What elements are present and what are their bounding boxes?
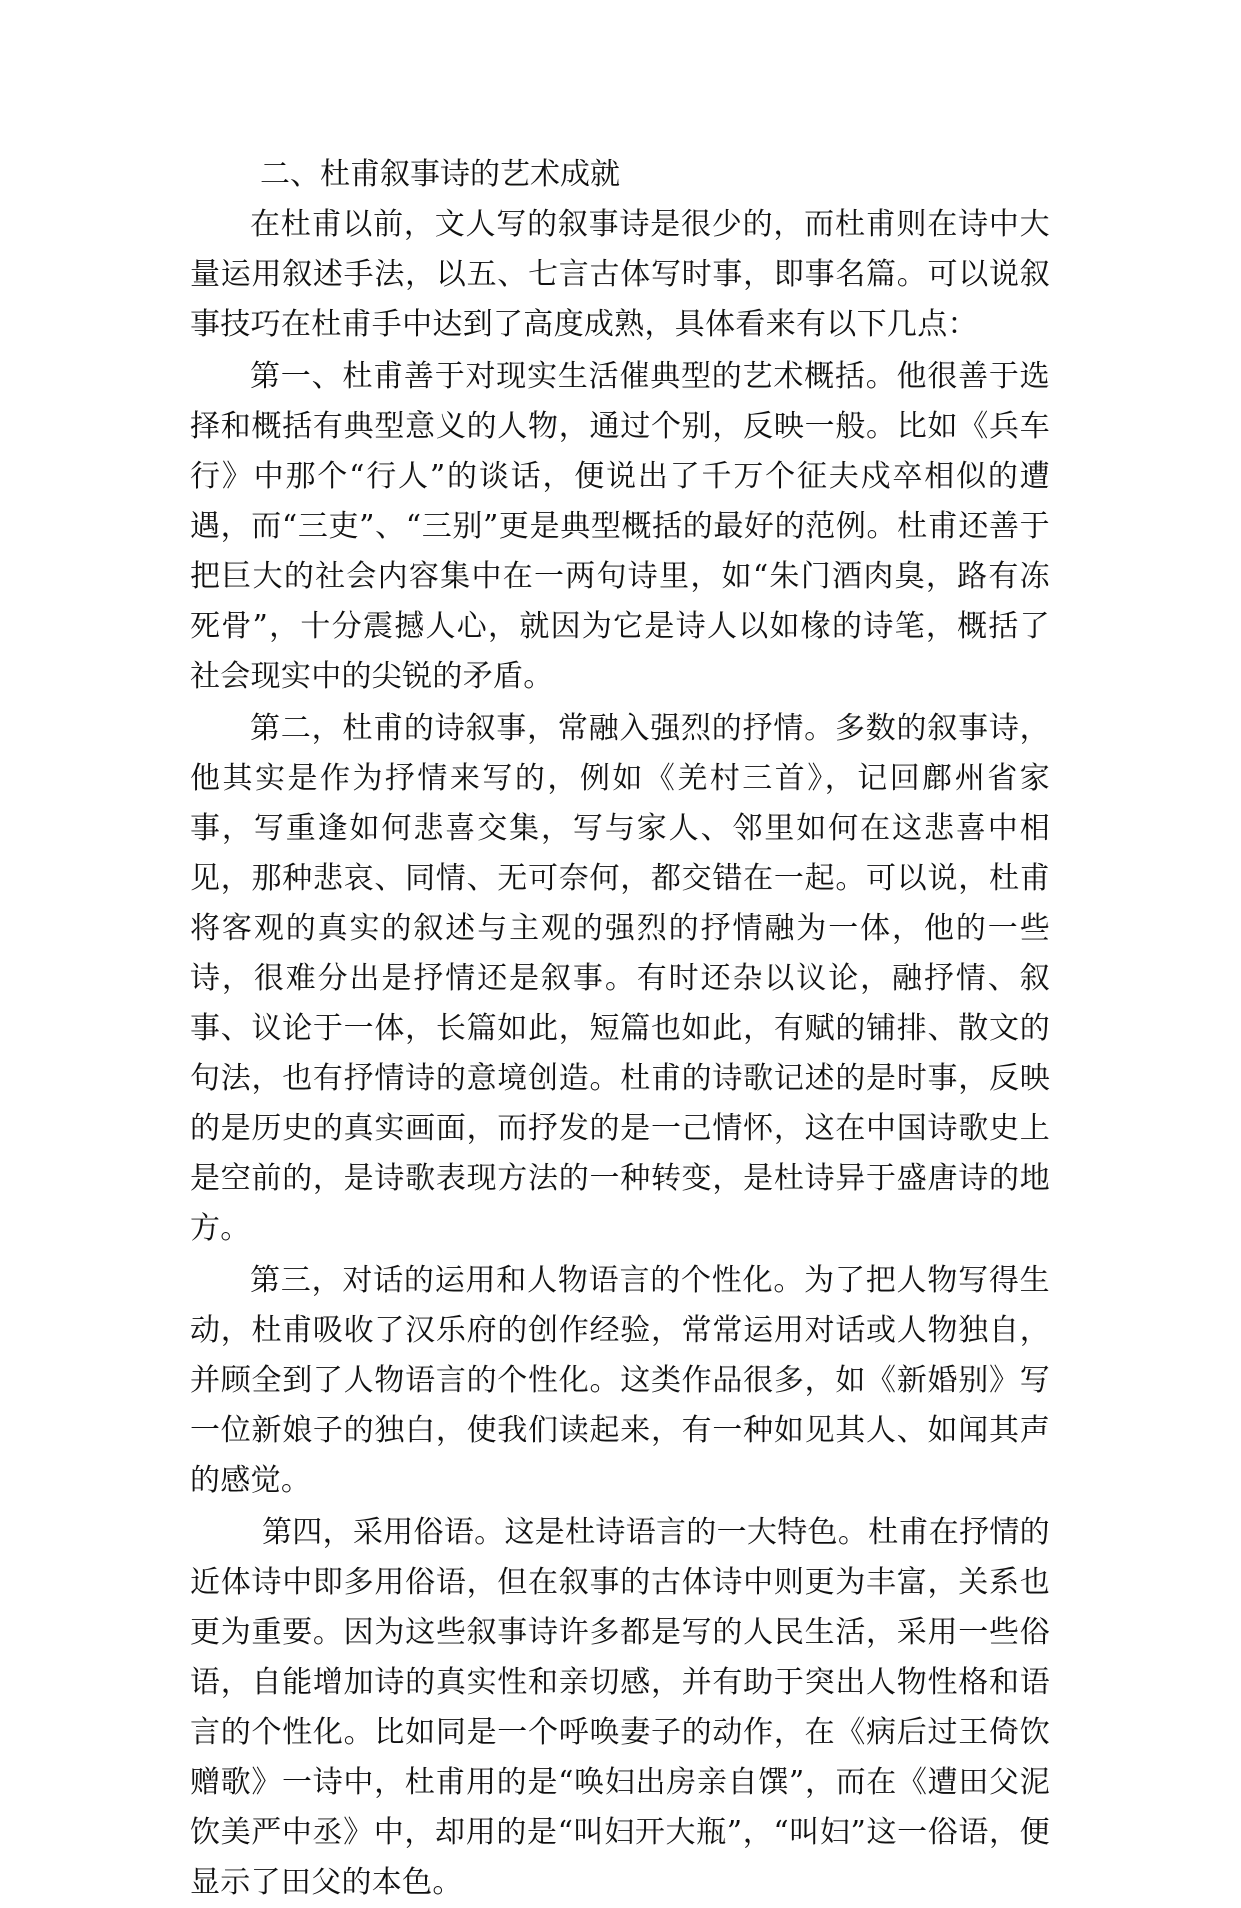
document-page [190,150,1050,1908]
paragraph-point-three: 第三，对话的运用和人物语言的个性化。为了把人物写得生动，杜甫吸收了汉乐府的创作经验，常常运用对话或人物独自，并顾全到了人物语言的个性化。这类作品很多，如《新婚别》写一位新娘子的独白，使我们读起来，有一种如见其人、如闻其声的感觉。 [190,1263,1050,1498]
paragraph-point-four: 第四，采用俗语。这是杜诗语言的一大特色。杜甫在抒情的近体诗中即多用俗语，但在叙事的古体诗中则更为丰富，关系也更为重要。因为这些叙事诗许多都是写的人民生活，采用一些俗语，自能增加诗的真实性和亲切感，并有助于突出人物性格和语言的个性化。比如同是一个呼唤妻子的动作，在《病后过王倚饮赠歌》一诗中，杜甫用的是“唤妇出房亲自馔”，而在《遭田父泥饮美严中丞》中，却用的是“叫妇开大瓶”，“叫妇”这一俗语，便显示了田父的本色。 [190,1515,1050,1900]
section-heading: 二、杜甫叙事诗的艺术成就 [260,157,620,192]
paragraph-intro: 在杜甫以前，文人写的叙事诗是很少的，而杜甫则在诗中大量运用叙述手法，以五、七言古体写时事，即事名篇。可以说叙事技巧在杜甫手中达到了高度成熟，具体看来有以下几点： [190,207,1050,342]
paragraph-point-one: 第一、杜甫善于对现实生活催典型的艺术概括。他很善于选择和概括有典型意义的人物，通过个别，反映一般。比如《兵车行》中那个“行人”的谈话，便说出了千万个征夫戍卒相似的遭遇，而“三吏”、“三别”更是典型概括的最好的范例。杜甫还善于把巨大的社会内容集中在一两句诗里，如“朱门酒肉臭，路有冻死骨”，十分震撼人心，就因为它是诗人以如椽的诗笔，概括了社会现实中的尖锐的矛盾。 [190,359,1050,694]
paragraph-point-two: 第二，杜甫的诗叙事，常融入强烈的抒情。多数的叙事诗，他其实是作为抒情来写的，例如《羌村三首》，记回鄜州省家事，写重逢如何悲喜交集，写与家人、邻里如何在这悲喜中相见，那种悲哀、同情、无可奈何，都交错在一起。可以说，杜甫将客观的真实的叙述与主观的强烈的抒情融为一体，他的一些诗，很难分出是抒情还是叙事。有时还杂以议论，融抒情、叙事、议论于一体，长篇如此，短篇也如此，有赋的铺排、散文的句法，也有抒情诗的意境创造。杜甫的诗歌记述的是时事，反映的是历史的真实画面，而抒发的是一己情怀，这在中国诗歌史上是空前的，是诗歌表现方法的一种转变，是杜诗异于盛唐诗的地方。 [190,711,1050,1246]
